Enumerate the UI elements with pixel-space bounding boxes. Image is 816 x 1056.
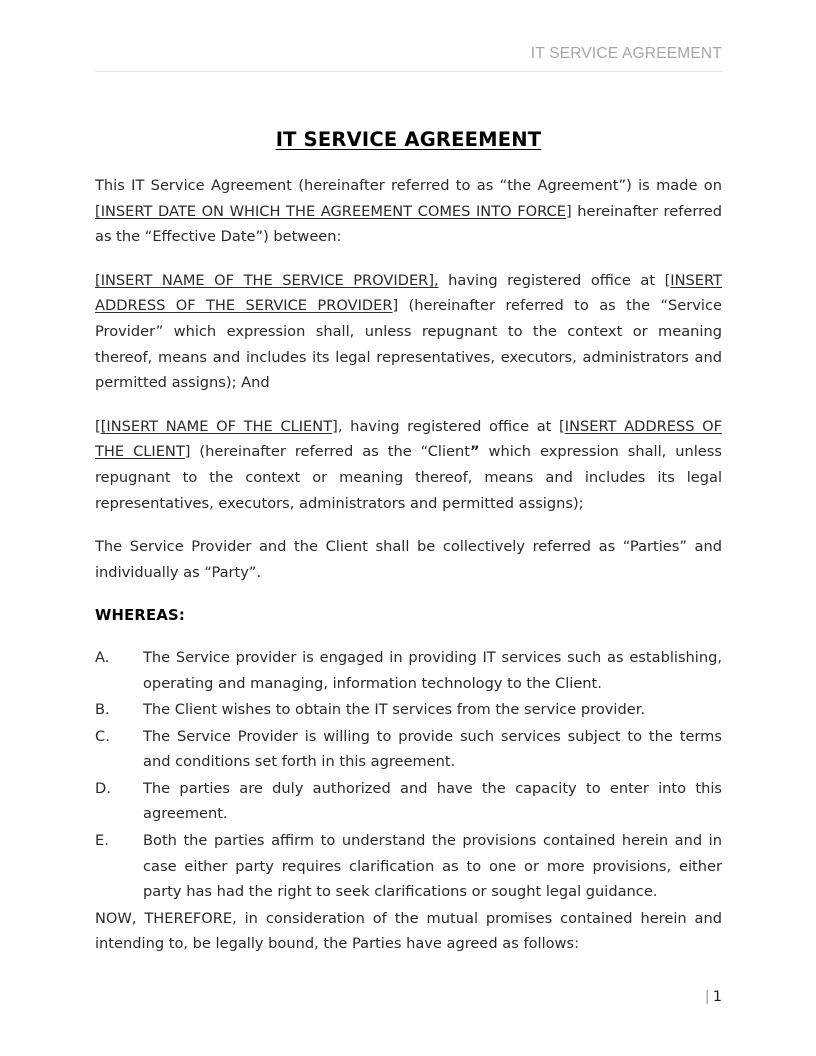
page-title [95,128,722,151]
list-item [95,697,722,723]
list-item-text: The Service Provider is willing to provide such services subject to the terms and conditions set forth in this agreement. [143,727,722,771]
paragraph-service-provider [95,268,722,396]
page-footer [95,988,722,1005]
paragraph-parties: The Service Provider and the Client shall be collectively referred as “Parties” and individually as “Party”. [95,538,722,581]
recitals-list [95,645,722,905]
list-item-text: Both the parties affirm to understand the provisions contained herein and in case either party requires clarification as to one or more provisions, either party has had the right to seek clarifications or sought legal guidance. [143,832,722,901]
list-item-marker: C. [95,727,110,745]
list-item-marker: A. [95,648,110,666]
placeholder-effective-date[interactable]: [INSERT DATE ON WHICH THE AGREEMENT COMES INTO FORCE [95,202,566,220]
footer-page-number: 1 [712,988,722,1005]
list-item-marker: D. [95,779,111,797]
list-item-text: The Client wishes to obtain the IT services from the service provider. [143,701,645,719]
list-item [95,776,722,827]
client-text-mid: ], having registered office at [ [332,417,565,435]
placeholder-service-provider-address[interactable]: INSERT ADDRESS OF THE SERVICE PROVIDER [95,271,722,315]
list-item-marker: B. [95,701,110,719]
list-item-text: The parties are duly authorized and have the capacity to enter into this agreement. [143,779,722,823]
paragraph-client [95,414,722,516]
placeholder-service-provider-name[interactable]: [INSERT NAME OF THE SERVICE PROVIDER], [95,271,439,289]
intro-text-lead: This IT Service Agreement (hereinafter referred to as “the Agreement”) is made on [95,177,722,194]
client-open-bracket: [ [95,417,101,435]
provider-text-tail: ] (hereinafter referred to as the “Service Provider” which expression shall, unless repugnant to the context or meaning thereof, means and includes its legal representatives, executors, administrators and permitted assigns); And [95,297,722,392]
client-text-tail-1: ] (hereinafter referred as the “Client [184,443,470,461]
placeholder-client-address[interactable]: INSERT ADDRESS OF THE CLIENT [95,417,723,461]
whereas-heading: WHEREAS: [95,607,185,625]
paragraph-intro [95,173,722,250]
list-item [95,645,722,696]
footer-separator: | [704,988,710,1005]
list-item-text: The Service provider is engaged in providing IT services such as establishing, operating and managing, information technology to the Client. [143,648,722,692]
intro-text-tail: ] hereinafter referred as the “Effective Date”) between: [95,202,722,246]
page-header [95,44,722,72]
provider-text-mid: having registered office at [ [438,271,671,289]
header-divider [95,71,722,72]
client-bold-quote: ” [469,443,480,461]
list-item-marker: E. [95,832,109,850]
placeholder-client-name[interactable]: [INSERT NAME OF THE CLIENT [100,417,333,435]
client-text-tail-2: which expression shall, unless repugnant to the context or meaning thereof, means and includes its legal representatives, executors, administrators and permitted assigns); [95,443,722,512]
paragraph-closing: NOW, THEREFORE, in consideration of the mutual promises contained herein and intending to, be legally bound, the Parties have agreed as follows: [95,909,722,953]
list-item [95,828,722,905]
document-body [95,128,722,975]
list-item [95,724,722,775]
header-running-title: IT SERVICE AGREEMENT [530,45,722,62]
page-title-text: IT SERVICE AGREEMENT [275,128,542,151]
